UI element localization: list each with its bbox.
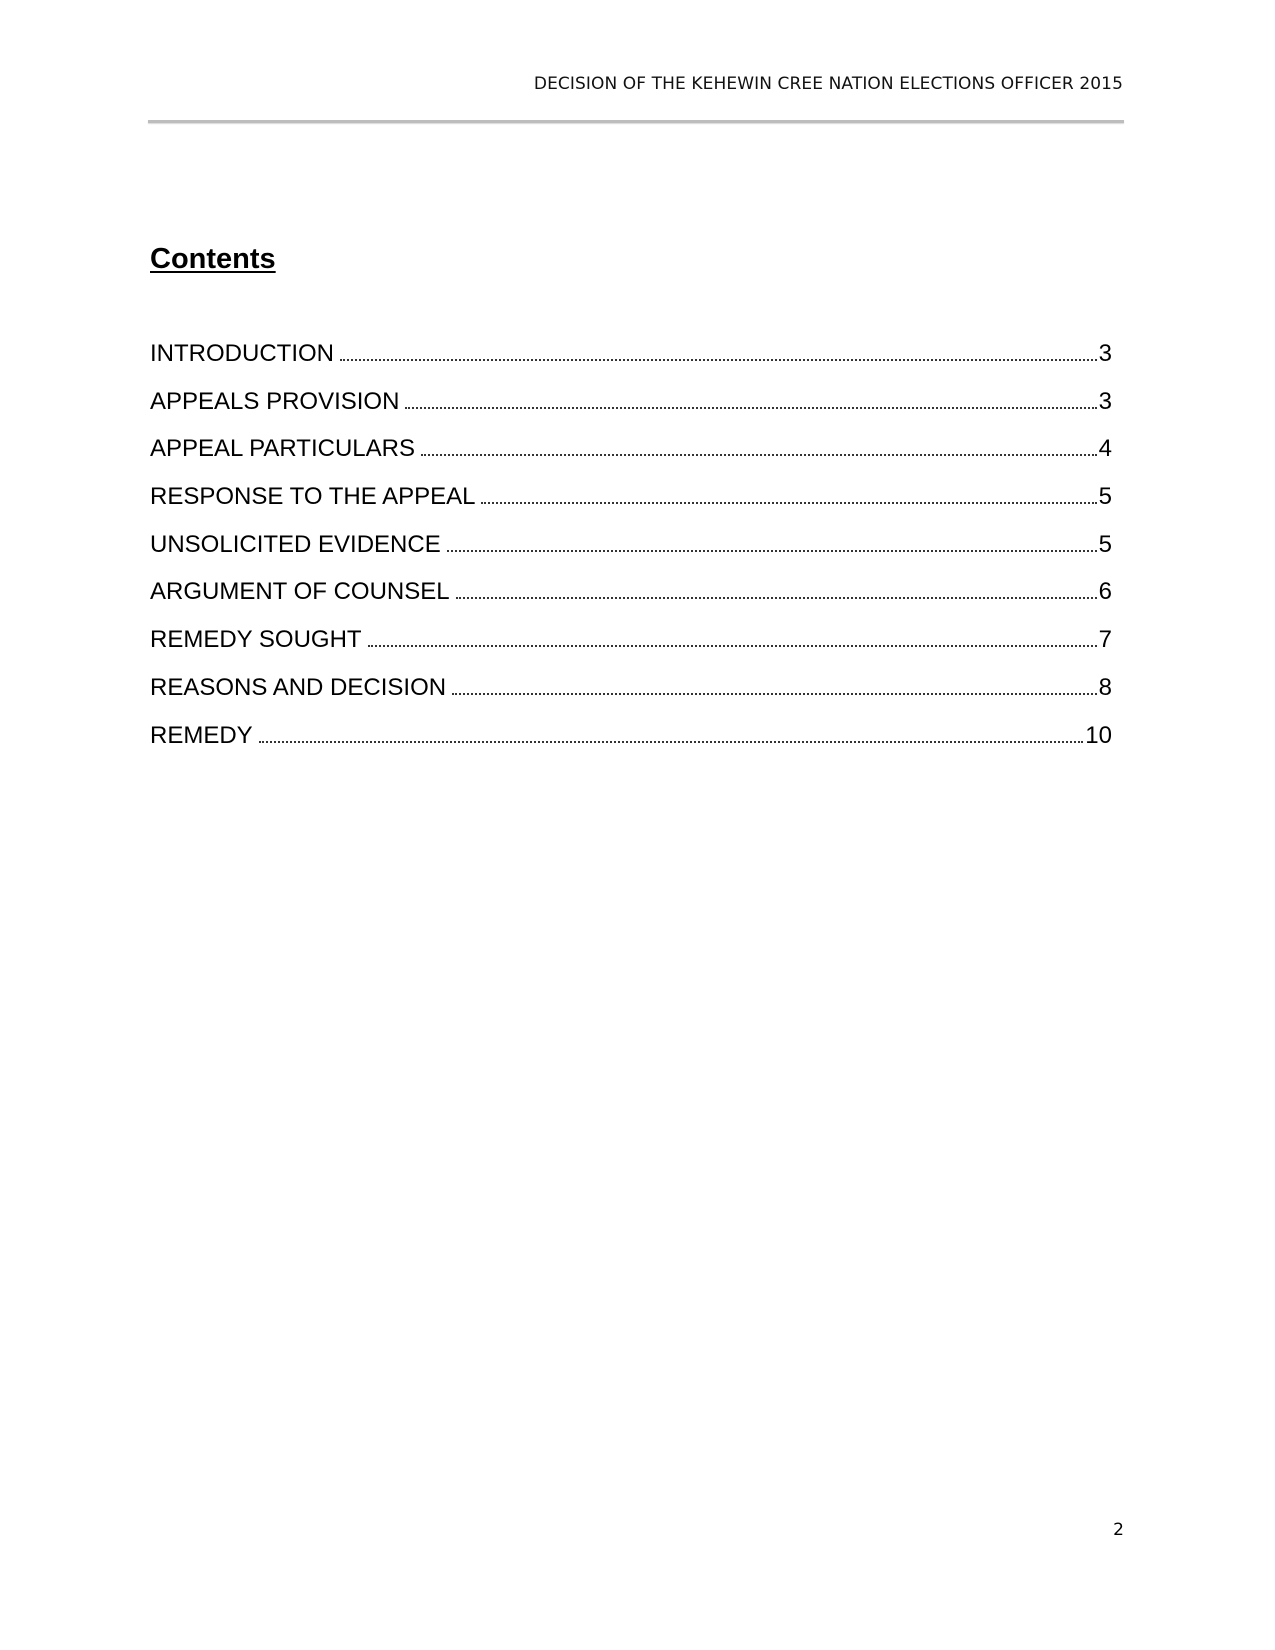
dot-leader xyxy=(452,693,1097,695)
toc-entry-unsolicited-evidence[interactable] xyxy=(150,531,1112,579)
toc-entry-page: 4 xyxy=(1098,435,1112,463)
dot-leader xyxy=(340,359,1097,361)
dot-leader xyxy=(259,741,1084,743)
toc-entry-introduction[interactable] xyxy=(150,340,1112,388)
toc-entry-label: REMEDY SOUGHT xyxy=(150,626,362,654)
dot-leader xyxy=(481,502,1096,504)
toc-entry-label: ARGUMENT OF COUNSEL xyxy=(150,578,450,606)
dot-leader xyxy=(405,407,1096,409)
toc-entry-appeal-particulars[interactable] xyxy=(150,435,1112,483)
toc-entry-appeals-provision[interactable] xyxy=(150,388,1112,436)
toc-entry-page: 5 xyxy=(1098,483,1112,511)
toc-entry-label: APPEALS PROVISION xyxy=(150,387,400,415)
toc-entry-remedy[interactable] xyxy=(150,722,1112,770)
toc-entry-label: RESPONSE TO THE APPEAL xyxy=(150,483,476,511)
dot-leader xyxy=(447,550,1097,552)
header-divider xyxy=(148,120,1124,123)
toc-entry-label: REMEDY xyxy=(150,721,253,749)
dot-leader xyxy=(421,454,1097,456)
toc-entry-label: INTRODUCTION xyxy=(150,340,334,367)
toc-entry-label: APPEAL PARTICULARS xyxy=(150,435,415,463)
toc-entry-page: 6 xyxy=(1098,578,1112,606)
toc-entry-reasons-and-decision[interactable] xyxy=(150,674,1112,722)
dot-leader xyxy=(456,597,1097,599)
toc-entry-page: 7 xyxy=(1098,626,1112,654)
contents-title: Contents xyxy=(150,243,276,275)
table-of-contents xyxy=(150,340,1112,769)
toc-entry-page: 3 xyxy=(1098,340,1112,367)
toc-entry-page: 3 xyxy=(1098,387,1112,415)
toc-entry-label: UNSOLICITED EVIDENCE xyxy=(150,530,441,558)
toc-entry-page: 10 xyxy=(1085,721,1112,749)
toc-entry-page: 8 xyxy=(1098,673,1112,701)
running-header: DECISION OF THE KEHEWIN CREE NATION ELECTIONS OFFICER 2015 xyxy=(533,74,1123,94)
toc-entry-argument-of-counsel[interactable] xyxy=(150,578,1112,626)
toc-entry-page: 5 xyxy=(1098,530,1112,558)
toc-entry-remedy-sought[interactable] xyxy=(150,626,1112,674)
toc-entry-label: REASONS AND DECISION xyxy=(150,673,447,701)
dot-leader xyxy=(368,645,1097,647)
toc-entry-response-to-the-appeal[interactable] xyxy=(150,483,1112,531)
page-number: 2 xyxy=(1113,1520,1124,1540)
